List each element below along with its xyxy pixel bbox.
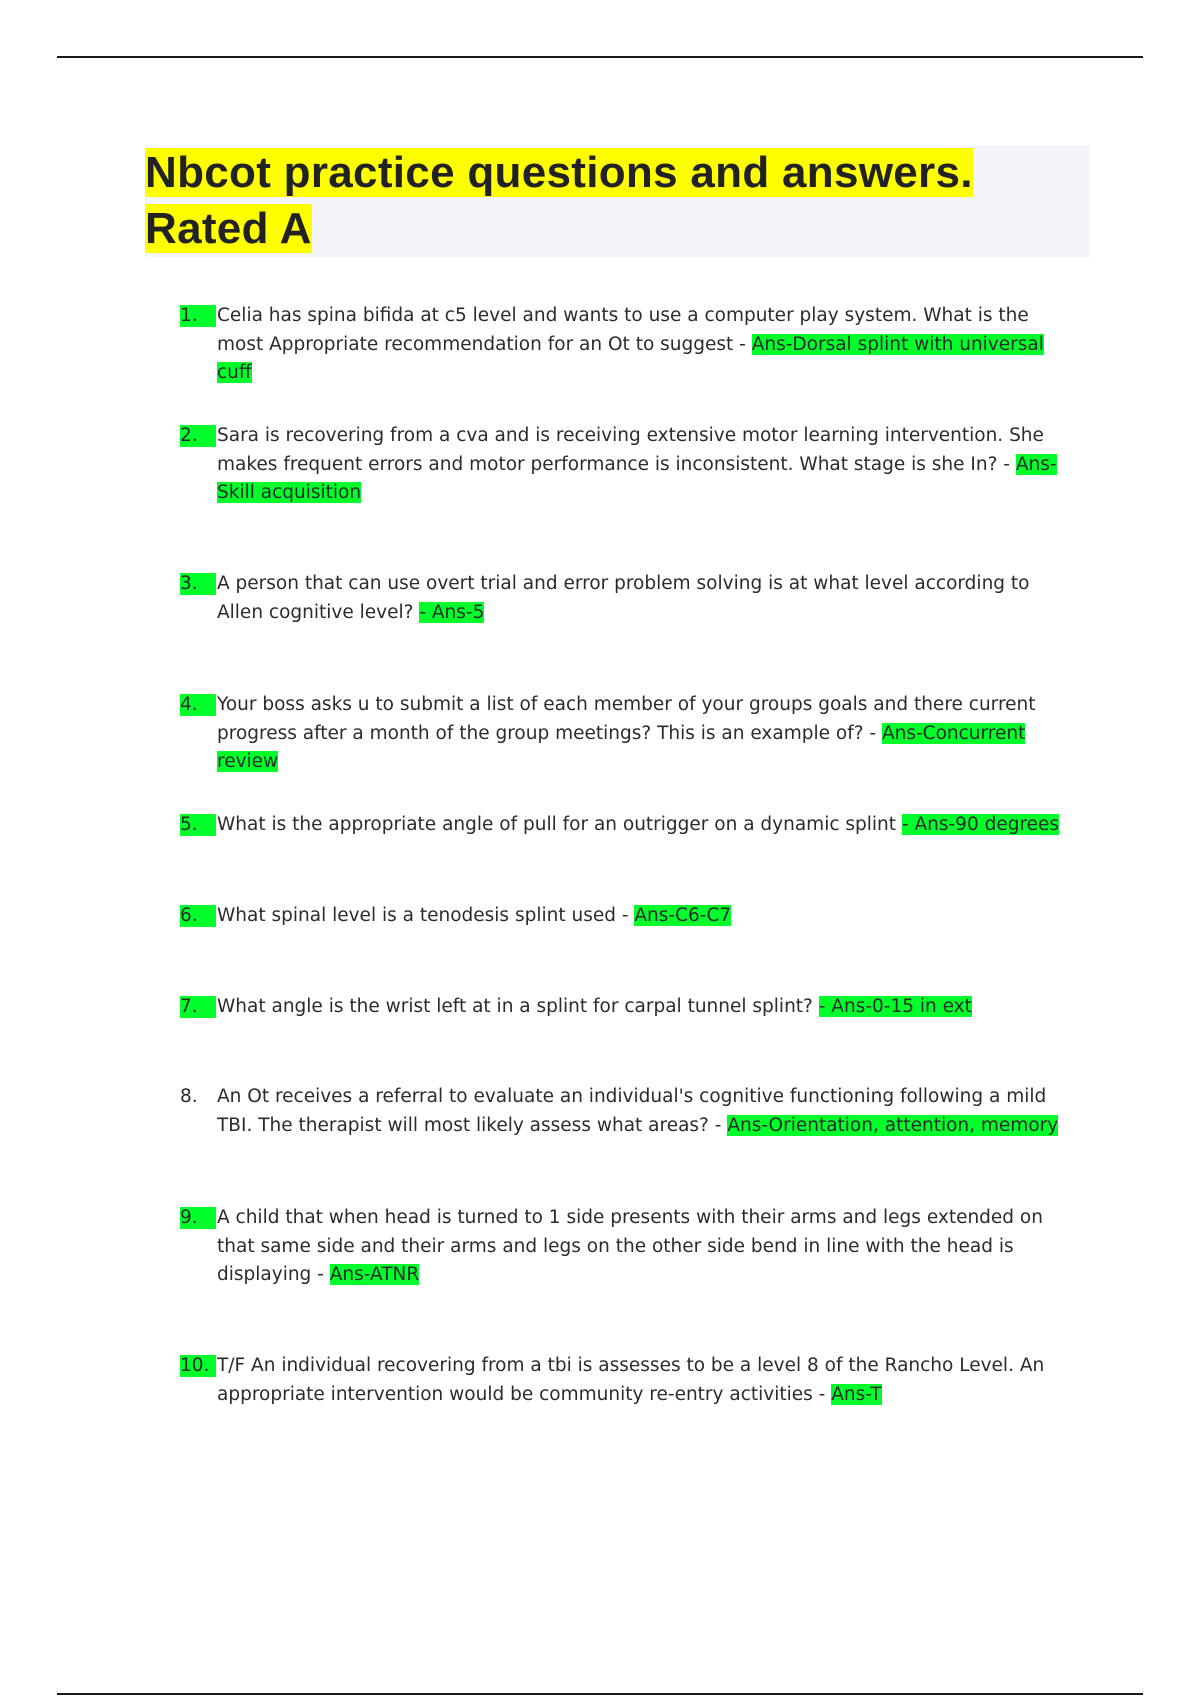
answer-text: Ans-C6-C7: [634, 905, 732, 926]
question-number: 8.: [180, 1086, 198, 1107]
answer-text: Ans-ATNR: [329, 1264, 420, 1285]
question-item: [180, 811, 1080, 840]
question-text: What angle is the wrist left at in a splint for carpal tunnel splint?: [217, 996, 819, 1017]
answer-text: Ans-T: [831, 1383, 882, 1405]
question-text: An Ot receives a referral to evaluate an individual's cognitive functioning following a mild TBI. The therapist will most likely assess what areas? -: [217, 1086, 1047, 1136]
question-text: What is the appropriate angle of pull for an outrigger on a dynamic splint: [217, 814, 902, 835]
question-item: [180, 902, 1080, 931]
question-number: 6.: [180, 905, 216, 927]
question-text: Celia has spina bifida at c5 level and wants to use a computer play system. What is the most Appropriate recommendation for an Ot to suggest -: [217, 305, 1029, 355]
question-text: A person that can use overt trial and error problem solving is at what level according to Allen cognitive level?: [217, 573, 1030, 623]
question-number: 1.: [180, 305, 216, 327]
question-number: 4.: [180, 694, 216, 716]
page-title: Nbcot practice questions and answers. Rated A: [145, 148, 973, 253]
question-item: [180, 1083, 1080, 1140]
question-item: [180, 691, 1080, 777]
question-item: [180, 993, 1080, 1022]
question-item: [180, 302, 1080, 388]
question-item: [180, 422, 1080, 508]
question-number: 10.: [180, 1355, 216, 1377]
question-number: 2.: [180, 425, 216, 447]
answer-text: - Ans-0-15 in ext: [818, 996, 972, 1017]
answer-text: - Ans-90 degrees: [901, 814, 1060, 835]
answer-text: Ans-Dorsal splint with universal cuff: [217, 333, 1044, 383]
question-text: Sara is recovering from a cva and is receiving extensive motor learning intervention. She makes frequent errors and motor performance is inconsistent. What stage is she In? -: [217, 425, 1044, 475]
question-number: 3.: [180, 573, 216, 595]
title-box: [145, 145, 1090, 257]
question-number: 5.: [180, 814, 216, 836]
question-number: 9.: [180, 1207, 216, 1229]
question-item: [180, 570, 1080, 627]
question-number: 7.: [180, 996, 216, 1018]
question-text: A child that when head is turned to 1 side presents with their arms and legs extended on that same side and their arms and legs on the other side bend in line with the head is displaying -: [217, 1207, 1043, 1285]
bottom-rule: [57, 1693, 1143, 1695]
answer-text: Ans-Skill acquisition: [217, 453, 1057, 503]
top-rule: [57, 56, 1143, 58]
question-text: What spinal level is a tenodesis splint used -: [217, 905, 635, 926]
question-item: [180, 1352, 1080, 1409]
answer-text: Ans-Concurrent review: [217, 722, 1026, 772]
answer-text: - Ans-5: [419, 601, 485, 623]
question-text: Your boss asks u to submit a list of each member of your groups goals and there current progress after a month of the group meetings? This is an example of? -: [217, 694, 1036, 744]
question-item: [180, 1204, 1080, 1290]
answer-text: Ans-Orientation, attention, memory: [727, 1114, 1059, 1136]
question-text: T/F An individual recovering from a tbi is assesses to be a level 8 of the Rancho Level. An appropriate intervention would be community re-entry activities -: [217, 1355, 1045, 1405]
